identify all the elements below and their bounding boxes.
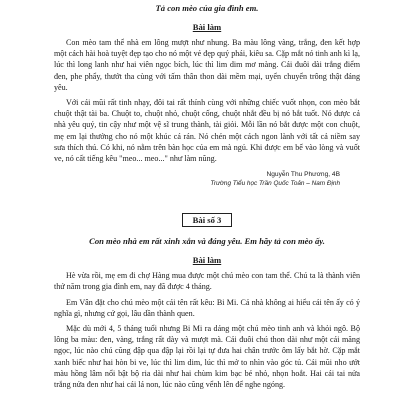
section1-paragraph-1: Con mèo tam thể nhà em lông mượt như nhung. Ba màu lông vàng, trắng, đen kết hợp một cách hài hoà tuyệt đẹp tạo cho nó một vẻ đẹp quý phái, kiêu sa. Cặp mắt nó tinh anh kì lạ, lúc thì long lanh như hai viên ngọc bích, lúc thì lim dim mơ màng. Cái đuôi dài trắng điểm đen, phe phẩy, thướt tha cùng với tấm thân thon dài mềm mại, uyển chuyển trông thật đáng yêu. [54, 38, 360, 92]
document-page [0, 2, 400, 402]
section2-prompt: Con mèo nhà em rất xinh xắn và đáng yêu. Em hãy tả con mèo ấy. [89, 236, 325, 247]
author-name: Nguyễn Thu Phương, 4B [266, 171, 340, 179]
section1-heading: Bài làm [192, 22, 222, 32]
exercise-title: Tả con mèo của gia đình em. [155, 3, 259, 13]
section1-paragraph-2: Với cái mũi rất tinh nhạy, đôi tai rất thính cùng với những chiếc vuốt nhọn, con mèo bắt chuột thật tài ba. Chuột to, chuột nhỏ, chuột cống, chuột nhắt đều bị nó bắt tuốt. Nó được cả nhà yêu quý, tin cậy như một vệ sĩ trung thành, tài giỏi. Mỗi lần nó bắt được một con chuột, mẹ em lại thưởng cho nó một khúc cá rán. Nó chén một cách ngon lành với tất cả niềm say sưa thích thú. Có khi, nó nằm trên bàn học của em mà ngủ. Khi được em bế vào lòng và vuốt ve, nó cất tiếng kêu "meo... meo..." như làm nũng. [54, 98, 360, 164]
section2-paragraph-2: Em Vân đặt cho chú mèo một cái tên rất kêu: Bi Mi. Cả nhà không ai hiểu cái tên ấy có ý nghĩa gì, nhưng cứ gọi, lâu dần thành quen. [54, 297, 360, 318]
signature-block [54, 170, 360, 188]
section2-heading: Bài làm [192, 255, 222, 266]
author-school: Trường Tiểu học Trần Quốc Toản – Nam Định [210, 180, 340, 188]
section2-label-wrap [54, 210, 360, 228]
section2-paragraph-1: Hè vừa rồi, mẹ em đi chợ Hàng mua được một chú mèo con tam thể. Chú ta là thành viên thứ năm trong gia đình em, nay đã được 4 tháng. [54, 271, 360, 292]
section2-box-label: Bài số 3 [182, 213, 233, 227]
section2-paragraph-3: Mặc dù mới 4, 5 tháng tuổi nhưng Bi Mi ra dáng một chú mèo tinh anh và khỏi ngô. Bộ lông ba màu: đen, vàng, trắng rất dày và mượt mà. Cái đuôi chú thon dài như một cái măng ngọc, lúc nào chú cũng đập qua đập lại rồi lại tự đưa hai chân trước ôm lấy bắt hờ. Cặp mắt xanh biếc như hai hòn bi ve, lúc thì lim dim, lúc thì mở to nhìn vào góc tủ. Cái mũi nho ướt màu hồng lâm nổi bật bộ ria dài như hai chùm kim bạc bé nhỏ, nhọn hoắt. Hai cái tai nửa trắng nửa đen như hai cái lá non, lúc nào cũng vểnh lên để nghe ngóng. [54, 324, 360, 390]
